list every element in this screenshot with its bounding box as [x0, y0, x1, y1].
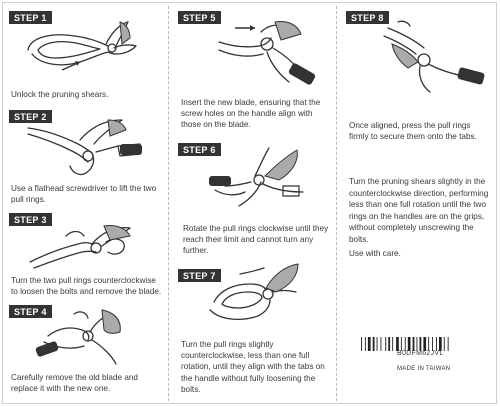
column-divider: [168, 6, 169, 401]
step-8-badge: STEP 8: [346, 11, 389, 24]
step-7-illustration: [200, 260, 320, 330]
barcode-bar: [413, 337, 415, 351]
barcode-bar: [368, 337, 371, 351]
step-2-illustration: [22, 118, 152, 180]
barcode-bar: [423, 337, 426, 351]
barcode-bar: [361, 337, 362, 351]
step-4-caption: Carefully remove the old blade and replace it with the new one.: [11, 373, 138, 394]
step-6-illustration: [205, 146, 325, 216]
barcode-bar: [377, 337, 378, 351]
step-3-caption: Turn the two pull rings counterclockwise to loosen the bolts and remove the blade.: [11, 276, 162, 297]
step-4-badge: STEP 4: [9, 305, 52, 318]
barcode-bar: [373, 337, 375, 351]
step-7-caption: Turn the pull rings slightly counterclockwise, less than one full rotation, until they align with the tabs on the handle without fully loosening the bolts.: [181, 340, 325, 394]
step-1-badge: STEP 1: [9, 11, 52, 24]
step-5-illustration: [205, 18, 325, 88]
barcode-bar: [405, 337, 406, 351]
step-8-caption: Once aligned, press the pull rings firmly to secure them onto the tabs.: [349, 121, 477, 142]
barcode-bar: [428, 337, 429, 351]
barcode-bar: [448, 337, 449, 351]
barcode-bar: [444, 337, 445, 351]
barcode: [361, 337, 481, 351]
barcode-bar: [396, 337, 399, 351]
step-8-illustration: [368, 18, 488, 108]
step-1-illustration: [20, 20, 150, 82]
step-2-badge: STEP 2: [9, 110, 52, 123]
barcode-bar: [408, 337, 411, 351]
barcode-bar: [432, 337, 433, 351]
barcode-bar: [392, 337, 393, 351]
step-4-illustration: [28, 306, 138, 368]
step-6-caption: Rotate the pull rings clockwise until they reach their limit and cannot turn any further.: [183, 224, 329, 256]
step-7-badge: STEP 7: [178, 269, 221, 282]
step-5-badge: STEP 5: [178, 11, 221, 24]
step-3-badge: STEP 3: [9, 213, 52, 226]
care-note: Use with care.: [349, 249, 401, 258]
step-2-caption: Use a flathead screwdriver to lift the two pull rings.: [11, 184, 157, 205]
barcode-number: B0DFM62JVL: [397, 350, 444, 357]
barcode-bar: [436, 337, 437, 351]
barcode-bar: [388, 337, 390, 351]
barcode-bar: [365, 337, 366, 351]
barcode-bar: [417, 337, 418, 351]
barcode-bar: [381, 337, 382, 351]
step-3-illustration: [26, 222, 146, 270]
step-5-caption: Insert the new blade, ensuring that the screw holes on the handle align with those on the blade.: [181, 98, 321, 130]
column-divider: [336, 6, 337, 401]
rotation-note: Turn the pruning shears slightly in the counterclockwise direction, performing less than one full rotation until the two rings on the handles are on the grips, without completely unscrewing the bolts.: [349, 177, 489, 244]
barcode-bar: [420, 337, 422, 351]
barcode-bar: [401, 337, 402, 351]
step-1-caption: Unlock the pruning shears.: [11, 90, 109, 99]
barcode-bar: [439, 337, 442, 351]
made-in-label: MADE IN TAIWAN: [397, 366, 451, 372]
barcode-bar: [385, 337, 386, 351]
step-6-badge: STEP 6: [178, 143, 221, 156]
